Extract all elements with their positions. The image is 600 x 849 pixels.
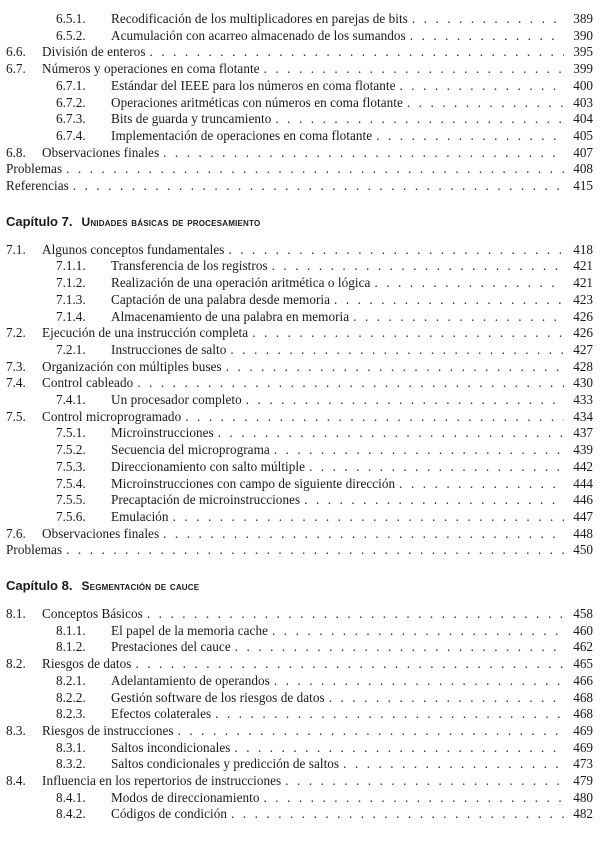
section-title-text: Emulación [111, 508, 169, 524]
page-number: 408 [573, 161, 593, 177]
section-number: 8.4. [6, 773, 26, 788]
toc-entry[interactable] [0, 392, 600, 409]
section-title-text: División de enteros [42, 44, 146, 60]
toc-entry[interactable] [0, 61, 600, 78]
section-title [111, 459, 564, 476]
dot-leader [272, 258, 564, 275]
chapter-title: Unidades básicas de procesamiento [81, 214, 261, 229]
section-title-text: Precaptación de microinstrucciones [111, 492, 301, 508]
section-title-text: Operaciones aritméticas con números en coma flotante [111, 94, 403, 110]
toc-entry[interactable] [0, 773, 600, 790]
section-title-text: Números y operaciones en coma flotante [42, 61, 260, 77]
dot-leader [137, 375, 564, 392]
section-number: 7.4.1. [56, 392, 86, 407]
toc-entry[interactable] [0, 690, 600, 707]
page-number: 430 [573, 375, 593, 391]
dot-leader [231, 806, 564, 823]
section-title-text: Bits de guarda y truncamiento [111, 111, 272, 127]
section-title [111, 806, 564, 823]
section-title-text: Secuencia del microprograma [111, 442, 270, 458]
toc-entry[interactable] [0, 542, 600, 559]
section-title [111, 258, 564, 275]
section-title [42, 145, 564, 162]
section-title-text: Recodificación de los multiplicadores en parejas de bits [111, 11, 408, 26]
section-title [6, 542, 564, 559]
dot-leader [234, 740, 564, 757]
toc-entry[interactable] [0, 442, 600, 459]
toc-entry[interactable] [0, 78, 600, 95]
page-number: 469 [573, 739, 593, 755]
toc-entry[interactable] [0, 526, 600, 543]
section-number: 6.7.4. [56, 127, 86, 143]
section-title [111, 492, 564, 509]
section-title [111, 476, 564, 493]
dot-leader [135, 656, 564, 673]
section-number: 8.2. [6, 656, 26, 672]
section-title [111, 623, 564, 640]
page-number: 395 [573, 44, 593, 60]
toc-entry[interactable] [0, 128, 600, 145]
page-number: 468 [573, 689, 593, 705]
section-title [42, 656, 564, 673]
section-title [111, 28, 564, 45]
section-number: 7.1. [6, 241, 26, 257]
section-number: 7.1.2. [56, 275, 86, 291]
toc-entry[interactable] [0, 476, 600, 493]
dot-leader [274, 442, 564, 459]
toc-entry[interactable] [0, 292, 600, 309]
section-title [111, 740, 564, 757]
dot-leader [66, 542, 564, 559]
section-title-text: Ejecución de una instrucción completa [42, 325, 249, 341]
dot-leader [263, 790, 564, 807]
section-number: 7.1.4. [56, 308, 86, 324]
section-title-text: Adelantamiento de operandos [111, 672, 270, 688]
dot-leader [147, 606, 564, 623]
page-number: 450 [573, 542, 593, 558]
section-title-text: Control microprogramado [42, 408, 182, 424]
page-number: 460 [573, 622, 593, 638]
section-title [111, 690, 564, 707]
dot-leader [304, 492, 564, 509]
dot-leader [410, 28, 564, 45]
section-number: 7.5.5. [56, 492, 86, 508]
toc-entry[interactable] [0, 706, 600, 723]
page-number: 458 [573, 606, 593, 621]
section-title [6, 161, 564, 178]
section-title-text: Riesgos de datos [42, 656, 132, 672]
toc-entry[interactable] [0, 509, 600, 526]
section-title [111, 95, 564, 112]
section-title-text: Saltos incondicionales [111, 739, 231, 755]
section-number: 6.7.3. [56, 111, 86, 127]
dot-leader [215, 706, 564, 723]
section-title [111, 128, 564, 145]
section-title [111, 78, 564, 95]
section-title-text: Estándar del IEEE para los números en coma flotante [111, 77, 396, 93]
toc-entry[interactable] [0, 11, 600, 28]
toc-entry[interactable] [0, 806, 600, 823]
section-title-text: Saltos condicionales y predicción de saltos [111, 756, 340, 772]
section-title-text: Influencia en los repertorios de instrucciones [42, 773, 282, 788]
page-number: 400 [573, 77, 593, 93]
chapter-number: Capítulo 8. [6, 578, 73, 593]
section-title [42, 375, 564, 392]
page-number: 389 [573, 11, 593, 26]
section-title [111, 11, 564, 28]
section-number: 8.1. [6, 606, 26, 621]
section-title [111, 392, 564, 409]
section-title-text: Algunos conceptos fundamentales [42, 241, 225, 257]
page-number: 403 [573, 94, 593, 110]
toc-entry[interactable] [0, 606, 600, 623]
dot-leader [150, 44, 564, 61]
dot-leader [66, 161, 564, 178]
section-number: 7.5. [6, 408, 26, 424]
section-number: 7.1.1. [56, 258, 86, 274]
dot-leader [399, 476, 564, 493]
page-number: 442 [573, 458, 593, 474]
section-number: 7.5.4. [56, 475, 86, 491]
page-number: 423 [573, 291, 593, 307]
section-title [111, 442, 564, 459]
toc-entry[interactable] [0, 145, 600, 162]
page-number: 433 [573, 392, 593, 407]
toc-entry[interactable] [0, 95, 600, 112]
dot-leader [400, 78, 564, 95]
page-number: 479 [573, 773, 593, 788]
section-title [111, 342, 564, 359]
page-number: 466 [573, 672, 593, 688]
dot-leader [272, 623, 564, 640]
section-number: 7.3. [6, 358, 26, 374]
page-number: 468 [573, 706, 593, 722]
section-number: 6.7.1. [56, 77, 86, 93]
section-title-text: Microinstrucciones con campo de siguiente dirección [111, 475, 396, 491]
toc-entry[interactable] [0, 425, 600, 442]
section-title-text: El papel de la memoria cache [111, 622, 269, 638]
toc-entry[interactable] [0, 639, 600, 656]
toc-entry[interactable] [0, 723, 600, 740]
toc-entry[interactable] [0, 342, 600, 359]
section-title-text: Captación de una palabra desde memoria [111, 291, 331, 307]
section-title [42, 773, 564, 790]
section-title [111, 509, 564, 526]
toc-entry[interactable] [0, 359, 600, 376]
toc-entry[interactable] [0, 375, 600, 392]
section-title [111, 706, 564, 723]
section-number: 8.2.2. [56, 689, 86, 705]
page-number: 404 [573, 111, 593, 127]
section-title-text: Instrucciones de salto [111, 341, 227, 357]
dot-leader [246, 392, 564, 409]
chapter-heading [6, 213, 260, 231]
toc-entry[interactable] [0, 258, 600, 275]
page-number: 462 [573, 639, 593, 655]
page-number: 447 [573, 508, 593, 524]
dot-leader [163, 145, 564, 162]
section-title-text: Problemas [6, 161, 63, 177]
page-number: 439 [573, 442, 593, 458]
section-title [42, 61, 564, 78]
section-title-text: Códigos de condición [111, 806, 228, 822]
toc-entry[interactable] [0, 28, 600, 45]
section-number: 6.6. [6, 44, 26, 60]
toc-entry[interactable] [0, 325, 600, 342]
section-number: 8.3.1. [56, 739, 86, 755]
dot-leader [309, 459, 564, 476]
toc-entry[interactable] [0, 492, 600, 509]
page-number: 444 [573, 475, 593, 491]
section-title [42, 242, 564, 259]
chapter-title: Segmentación de cauce [81, 579, 200, 593]
dot-leader [376, 128, 564, 145]
toc-entry[interactable] [0, 242, 600, 259]
page-number: 446 [573, 492, 593, 508]
section-title-text: Conceptos Básicos [42, 606, 143, 621]
section-title-text: Referencias [6, 178, 69, 193]
page-number: 428 [573, 358, 593, 374]
section-number: 8.1.2. [56, 639, 86, 655]
page-number: 482 [573, 806, 593, 822]
section-title [42, 359, 564, 376]
section-title-text: Control cableado [42, 375, 134, 391]
section-title [42, 526, 564, 543]
dot-leader [412, 11, 564, 28]
page-number: 426 [573, 325, 593, 341]
section-number: 7.4. [6, 375, 26, 391]
page-number: 399 [573, 61, 593, 77]
dot-leader [285, 773, 564, 790]
section-number: 8.2.3. [56, 706, 86, 722]
section-title-text: Gestión software de los riesgos de datos [111, 689, 325, 705]
page-number: 434 [573, 408, 593, 424]
section-title-text: Direccionamiento con salto múltiple [111, 458, 306, 474]
toc-entry[interactable] [0, 309, 600, 326]
section-number: 7.5.1. [56, 425, 86, 441]
chapter-number: Capítulo 7. [6, 213, 73, 229]
section-number: 7.5.2. [56, 442, 86, 458]
section-title-text: Almacenamiento de una palabra en memoria [111, 308, 350, 324]
dot-leader [343, 756, 564, 773]
toc-entry[interactable] [0, 673, 600, 690]
toc-entry[interactable] [0, 44, 600, 61]
section-title-text: Transferencia de los registros [111, 258, 268, 274]
dot-leader [228, 242, 564, 259]
section-title [111, 756, 564, 773]
dot-leader [218, 425, 564, 442]
section-title-text: Observaciones finales [42, 144, 160, 160]
toc-entry[interactable] [0, 275, 600, 292]
section-number: 8.1.1. [56, 622, 86, 638]
dot-leader [185, 409, 564, 426]
section-title [111, 275, 564, 292]
dot-leader [235, 639, 564, 656]
toc-entry[interactable] [0, 409, 600, 426]
section-title [111, 673, 564, 690]
dot-leader [329, 690, 564, 707]
page-number: 390 [573, 27, 593, 43]
section-number: 7.2.1. [56, 341, 86, 357]
page-number: 469 [573, 722, 593, 738]
toc-entry[interactable] [0, 178, 600, 195]
section-title [111, 790, 564, 807]
page-number: 415 [573, 178, 593, 193]
section-title-text: Observaciones finales [42, 525, 160, 541]
section-title-text: Riesgos de instrucciones [42, 722, 174, 738]
dot-leader [252, 325, 564, 342]
section-number: 6.5.1. [56, 11, 86, 26]
dot-leader [264, 61, 564, 78]
dot-leader [163, 526, 564, 543]
section-number: 6.5.2. [56, 27, 86, 43]
section-title [111, 425, 564, 442]
chapter-heading [6, 577, 199, 595]
page-number: 448 [573, 525, 593, 541]
section-title [111, 309, 564, 326]
section-title [42, 723, 564, 740]
page-number: 407 [573, 144, 593, 160]
section-number: 8.4.1. [56, 789, 86, 805]
page-number: 421 [573, 275, 593, 291]
section-number: 8.3.2. [56, 756, 86, 772]
section-number: 7.5.3. [56, 458, 86, 474]
section-number: 8.2.1. [56, 672, 86, 688]
section-title-text: Efectos colaterales [111, 706, 212, 722]
section-title-text: Realización de una operación aritmética o lógica [111, 275, 371, 291]
section-title [42, 325, 564, 342]
dot-leader [374, 275, 564, 292]
section-title-text: Organización con múltiples buses [42, 358, 222, 374]
dot-leader [73, 178, 564, 195]
toc-entry[interactable] [0, 740, 600, 757]
dot-leader [353, 309, 564, 326]
dot-leader [275, 111, 564, 128]
section-title [6, 178, 564, 195]
page-number: 427 [573, 341, 593, 357]
page-number: 465 [573, 656, 593, 672]
dot-leader [178, 723, 564, 740]
section-number: 8.3. [6, 722, 26, 738]
section-number: 7.2. [6, 325, 26, 341]
section-title [42, 44, 564, 61]
toc-entry[interactable] [0, 459, 600, 476]
dot-leader [334, 292, 564, 309]
section-title-text: Acumulación con acarreo almacenado de los sumandos [111, 27, 406, 43]
dot-leader [226, 359, 564, 376]
section-title [111, 639, 564, 656]
toc-entry[interactable] [0, 111, 600, 128]
section-number: 6.7. [6, 61, 26, 77]
section-title-text: Microinstrucciones [111, 425, 214, 441]
page-number: 473 [573, 756, 593, 772]
toc-entry[interactable] [0, 656, 600, 673]
section-number: 6.8. [6, 144, 26, 160]
section-number: 7.6. [6, 525, 26, 541]
section-title-text: Prestaciones del cauce [111, 639, 231, 655]
page-number: 426 [573, 308, 593, 324]
section-title [42, 606, 564, 623]
page-number: 437 [573, 425, 593, 441]
section-title [42, 409, 564, 426]
dot-leader [173, 509, 564, 526]
section-title-text: Modos de direccionamiento [111, 789, 260, 805]
toc-entry[interactable] [0, 756, 600, 773]
section-number: 6.7.2. [56, 94, 86, 110]
toc-entry[interactable] [0, 790, 600, 807]
dot-leader [230, 342, 564, 359]
page-number: 405 [573, 127, 593, 143]
dot-leader [407, 95, 564, 112]
section-title-text: Problemas [6, 542, 63, 558]
dot-leader [274, 673, 564, 690]
section-title [111, 292, 564, 309]
section-number: 8.4.2. [56, 806, 86, 822]
page-number: 418 [573, 241, 593, 257]
section-number: 7.5.6. [56, 508, 86, 524]
page-number: 480 [573, 789, 593, 805]
section-number: 7.1.3. [56, 291, 86, 307]
toc-entry[interactable] [0, 623, 600, 640]
page-number: 421 [573, 258, 593, 274]
section-title-text: Implementación de operaciones en coma flotante [111, 127, 373, 143]
toc-entry[interactable] [0, 161, 600, 178]
section-title [111, 111, 564, 128]
section-title-text: Un procesador completo [111, 392, 242, 407]
